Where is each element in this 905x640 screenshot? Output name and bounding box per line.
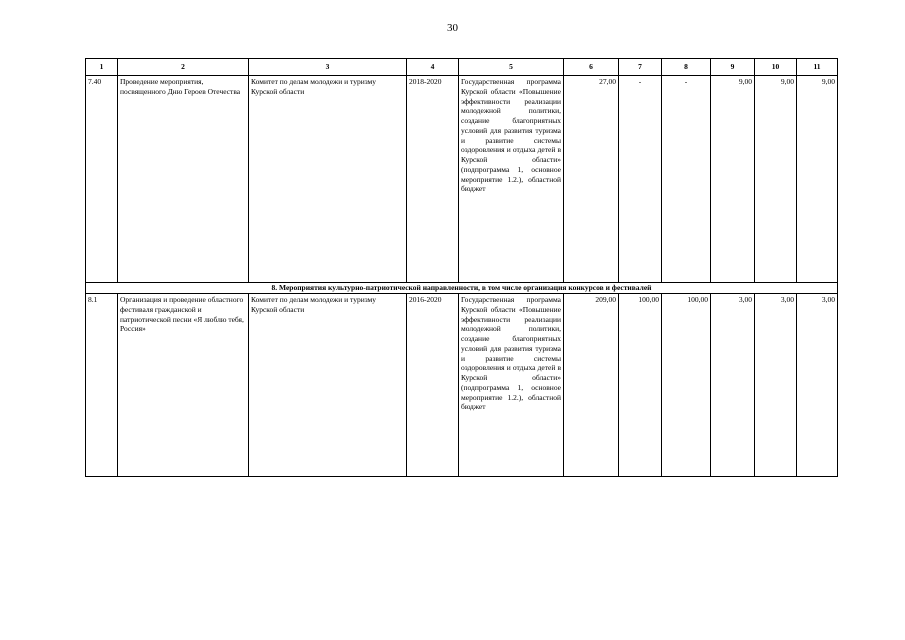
amount-col7: 100,00 — [619, 294, 662, 477]
funding-source: Государственная программа Курской области «Повышение эффективности реализации молодежной политики, создание благоприятных условий для развития туризма и развитие системы оздоровления и отдыха детей в Курской области» (подпрограмма 1, основное мероприятие 1.2.), областной бюджет — [459, 294, 564, 477]
page-number: 30 — [447, 22, 458, 34]
amount-col8: 100,00 — [662, 294, 711, 477]
amount-col11: 3,00 — [797, 294, 838, 477]
amount-col7: - — [619, 76, 662, 283]
col-header-4: 4 — [407, 59, 459, 76]
measures-table — [85, 58, 838, 477]
measure-name: Проведение мероприятия, посвященного Дню Героев Отечества — [118, 76, 249, 283]
header-row — [86, 59, 838, 76]
table-row — [86, 294, 838, 477]
col-header-3: 3 — [249, 59, 407, 76]
col-header-2: 2 — [118, 59, 249, 76]
table-row — [86, 76, 838, 283]
col-header-7: 7 — [619, 59, 662, 76]
amount-total: 209,00 — [564, 294, 619, 477]
col-header-8: 8 — [662, 59, 711, 76]
col-header-9: 9 — [711, 59, 755, 76]
amount-col9: 9,00 — [711, 76, 755, 283]
amount-col10: 9,00 — [755, 76, 797, 283]
amount-col9: 3,00 — [711, 294, 755, 477]
row-number: 7.40 — [86, 76, 118, 283]
amount-col8: - — [662, 76, 711, 283]
col-header-1: 1 — [86, 59, 118, 76]
amount-col10: 3,00 — [755, 294, 797, 477]
executor: Комитет по делам молодежи и туризму Курской области — [249, 294, 407, 477]
amount-total: 27,00 — [564, 76, 619, 283]
funding-source: Государственная программа Курской области «Повышение эффективности реализации молодежной политики, создание благоприятных условий для развития туризма и развитие системы оздоровления и отдыха детей в Курской области» (подпрограмма 1, основное мероприятие 1.2.), областной бюджет — [459, 76, 564, 283]
period: 2018-2020 — [407, 76, 459, 283]
executor: Комитет по делам молодежи и туризму Курской области — [249, 76, 407, 283]
row-number: 8.1 — [86, 294, 118, 477]
col-header-10: 10 — [755, 59, 797, 76]
period: 2016-2020 — [407, 294, 459, 477]
amount-col11: 9,00 — [797, 76, 838, 283]
measure-name: Организация и проведение областного фестиваля гражданской и патриотической песни «Я люблю тебя, Россия» — [118, 294, 249, 477]
col-header-5: 5 — [459, 59, 564, 76]
section-row — [86, 283, 838, 294]
section-title: 8. Мероприятия культурно-патриотической направленности, в том числе организация конкурсов и фестивалей — [86, 283, 838, 294]
col-header-11: 11 — [797, 59, 838, 76]
col-header-6: 6 — [564, 59, 619, 76]
